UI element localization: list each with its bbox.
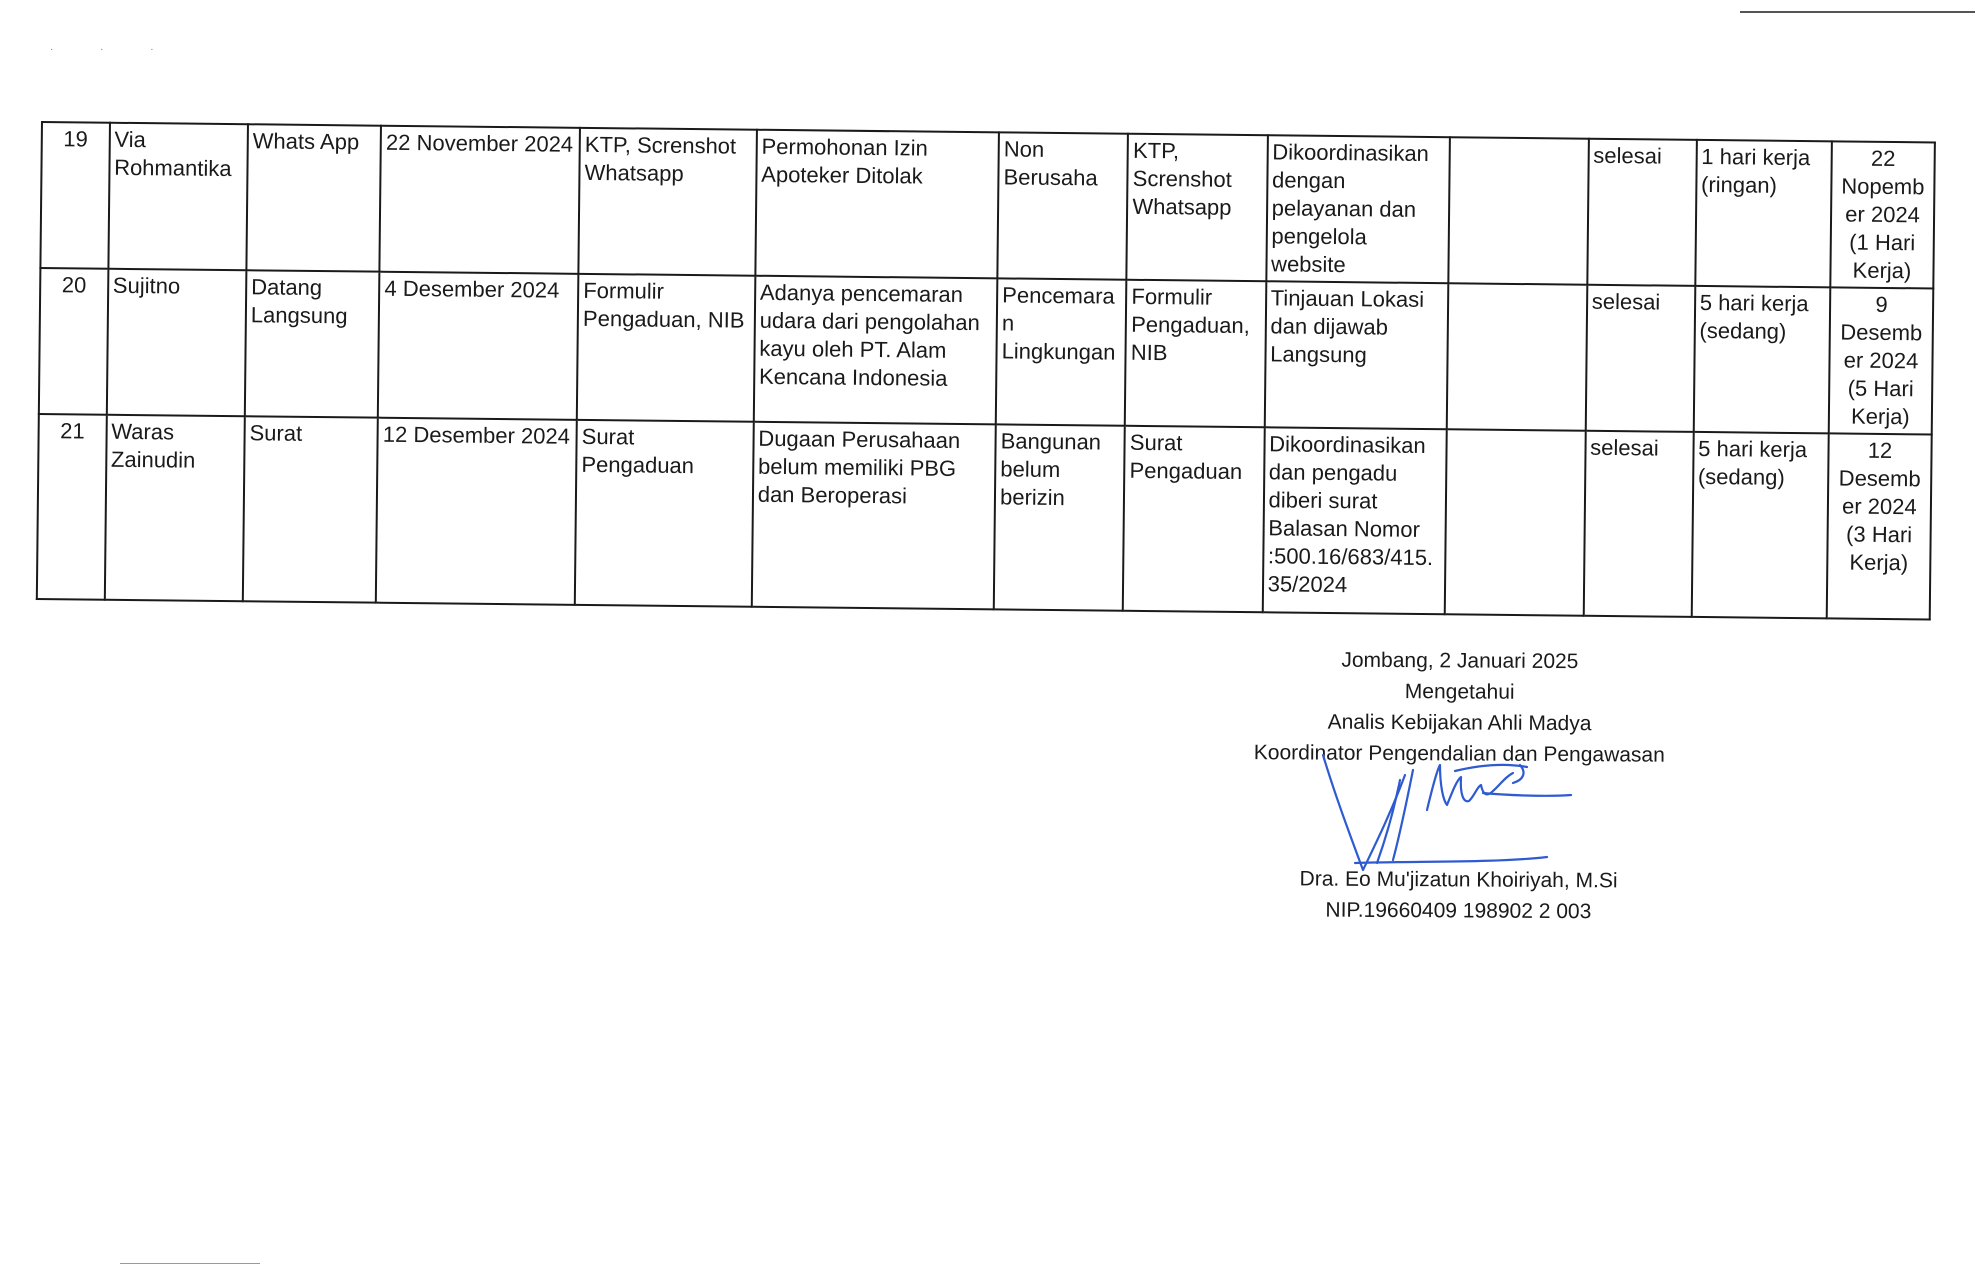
row-number: 19	[40, 122, 109, 269]
complaint-documents: Formulir Pengaduan, NIB	[1125, 280, 1266, 427]
complaint-evidence: KTP, Screnshot Whatsapp	[578, 128, 756, 276]
empty-cell	[1449, 137, 1589, 284]
complainant-name: Waras Zainudin	[104, 415, 244, 601]
complaint-channel: Datang Langsung	[245, 270, 380, 417]
complaint-category: Bangunan belum berizin	[994, 424, 1125, 610]
row-number: 21	[37, 414, 107, 600]
complaint-channel: Whats App	[246, 124, 381, 271]
row-number: 20	[39, 268, 108, 415]
scan-edge-line	[1740, 11, 1975, 13]
signature-role: Koordinator Pengendalian dan Pengawasan	[1253, 741, 1665, 767]
complaint-channel: Surat	[243, 416, 378, 602]
complainant-name: Sujitno	[106, 269, 246, 416]
completion-date: 9 Desember 2024 (5 Hari Kerja)	[1829, 287, 1934, 434]
empty-cell	[1445, 429, 1585, 615]
complaint-issue: Permohonan Izin Apoteker Ditolak	[755, 130, 999, 279]
complaint-category: Pencemaran Lingkungan	[996, 278, 1127, 425]
complaint-issue: Dugaan Perusahaan belum memiliki PBG dan Beroperasi	[752, 422, 996, 610]
completion-date: 12 Desember 2024 (3 Hari Kerja)	[1827, 433, 1932, 619]
signature-acknowledged: Mengetahui	[1404, 680, 1515, 704]
complaint-issue: Adanya pencemaran udara dari pengolahan kayu oleh PT. Alam Kencana Indonesia	[754, 276, 998, 425]
table-row	[37, 414, 1932, 619]
complainant-name: Via Rohmantika	[108, 123, 248, 270]
complaint-date: 4 Desember 2024	[378, 272, 578, 420]
complaint-documents: Surat Pengaduan	[1123, 426, 1264, 612]
signature-position: Analis Kebijakan Ahli Madya	[1327, 710, 1592, 736]
scan-edge-line	[120, 1263, 260, 1264]
complaints-table-wrapper	[36, 121, 1936, 620]
signatory-name: Dra. Eo Mu'jizatun Khoiriyah, M.Si	[1299, 867, 1618, 893]
resolution-duration: 1 hari kerja (ringan)	[1695, 140, 1832, 287]
complaints-table	[36, 121, 1936, 620]
signature-place-date: Jombang, 2 Januari 2025	[1341, 648, 1579, 674]
complaint-followup: Dikoordinasikan dan pengadu diberi surat Balasan Nomor :500.16/683/415.35/2024	[1262, 427, 1447, 614]
resolution-duration: 5 hari kerja (sedang)	[1693, 286, 1830, 433]
complaint-evidence: Surat Pengaduan	[575, 420, 754, 607]
complaint-documents: KTP, Screnshot Whatsapp	[1127, 134, 1268, 281]
complaint-followup: Tinjauan Lokasi dan dijawab Langsung	[1264, 281, 1448, 429]
complaint-date: 12 Desember 2024	[376, 418, 577, 605]
empty-cell	[1447, 283, 1587, 430]
signatory-nip: NIP.19660409 198902 2 003	[1325, 898, 1592, 924]
complaint-date: 22 November 2024	[380, 126, 580, 274]
completion-date: 22 Nopember 2024 (1 Hari Kerja)	[1830, 141, 1935, 288]
table-row	[40, 122, 1934, 288]
resolution-duration: 5 hari kerja (sedang)	[1691, 432, 1828, 618]
complaint-evidence: Formulir Pengaduan, NIB	[577, 274, 755, 422]
table-row	[39, 268, 1933, 434]
complaint-status: selesai	[1583, 431, 1693, 617]
complaint-status: selesai	[1587, 139, 1697, 286]
handwritten-signature	[1315, 735, 1615, 885]
complaint-category: Non Berusaha	[997, 132, 1128, 279]
complaint-status: selesai	[1585, 285, 1695, 432]
scan-marks: · · ·	[50, 44, 176, 55]
complaint-followup: Dikoordinasikan dengan pelayanan dan pengelola website	[1266, 135, 1450, 283]
